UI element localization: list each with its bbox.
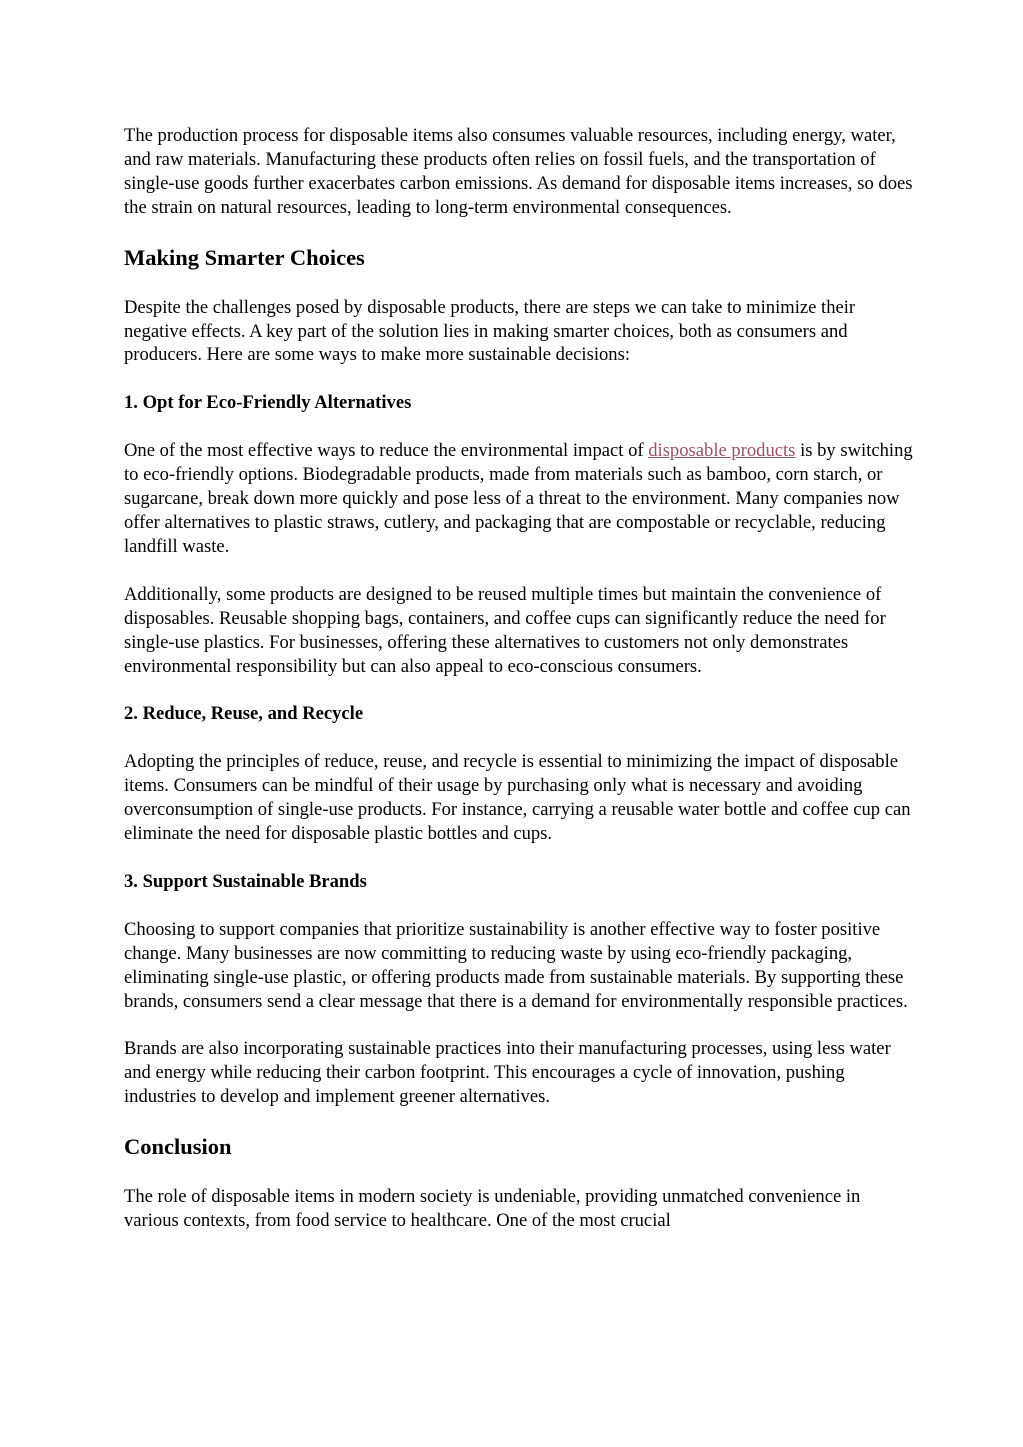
eco-friendly-text-before-link: One of the most effective ways to reduce the environmental impact of [124,440,649,462]
conclusion-paragraph: The role of disposable items in modern society is undeniable, providing unmatched convenience in various contexts, from food service to healthcare. One of the most crucial [124,1186,861,1232]
smarter-choices-intro: Despite the challenges posed by disposable products, there are steps we can take to minimize their negative effects. A key part of the solution lies in making smarter choices, both as consumers and producers. Here are some ways to make more sustainable decisions: [124,296,856,366]
sustainable-brands-paragraph-2: Brands are also incorporating sustainable practices into their manufacturing processes, using less water and energy while reducing their carbon footprint. This encourages a cycle of innovation, pushing industries to develop and implement greener alternatives. [124,1038,891,1108]
heading-support-sustainable-brands: 3. Support Sustainable Brands [124,870,367,892]
eco-friendly-paragraph-2: Additionally, some products are designed to be reused multiple times but maintain the convenience of disposables. Reusable shopping bags, containers, and coffee cups can significantly reduce the need for single-use plastics. For businesses, offering these alternatives to customers not only demonstrates environmental responsibility but can also appeal to eco-conscious consumers. [124,583,886,677]
heading-reduce-reuse-recycle: 2. Reduce, Reuse, and Recycle [124,703,364,725]
heading-making-smarter-choices: Making Smarter Choices [124,244,365,270]
eco-friendly-text-after-link: is by switching to eco-friendly options. Biodegradable products, made from materials such as bamboo, corn starch, or sugarcane, break down more quickly and pose less of a threat to the environment. Many companies now offer alternatives to plastic straws, cutlery, and packaging that are compostable or recyclable, reducing landfill waste. [124,440,913,557]
sustainable-brands-paragraph-1: Choosing to support companies that prioritize sustainability is another effective way to foster positive change. Many businesses are now committing to reducing waste by using eco-friendly packaging, eliminating single-use plastic, or offering products made from sustainable materials. By supporting these brands, consumers send a clear message that there is a demand for environmentally responsible practices. [124,918,908,1012]
document-page [124,124,914,1233]
heading-conclusion: Conclusion [124,1134,232,1160]
eco-friendly-paragraph-1 [124,439,914,559]
intro-paragraph: The production process for disposable items also consumes valuable resources, including energy, water, and raw materials. Manufacturing these products often relies on fossil fuels, and the transportation of single-use goods further exacerbates carbon emissions. As demand for disposable items increases, so does the strain on natural resources, leading to long-term environmental consequences. [124,125,913,218]
heading-eco-friendly-alternatives: 1. Opt for Eco-Friendly Alternatives [124,392,412,414]
disposable-products-link[interactable]: disposable products [648,440,796,462]
reduce-reuse-recycle-paragraph: Adopting the principles of reduce, reuse, and recycle is essential to minimizing the impact of disposable items. Consumers can be mindful of their usage by purchasing only what is necessary and avoiding overconsumption of single-use products. For instance, carrying a reusable water bottle and coffee cup can eliminate the need for disposable plastic bottles and cups. [124,751,911,845]
